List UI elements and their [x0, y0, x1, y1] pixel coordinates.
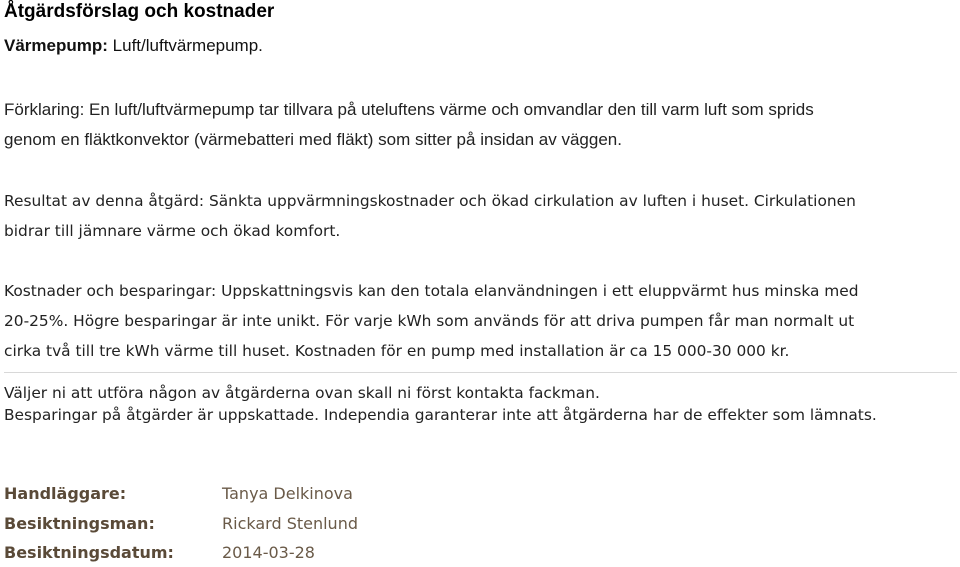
heat-pump-label: Värmepump: [4, 36, 108, 55]
costs-line: cirka två till tre kWh värme till huset. Kostnaden för en pump med installation är ca 15 000-30 000 kr. [4, 342, 790, 360]
explanation-line: genom en fläktkonvektor (värmebatteri med fläkt) som sitter på insidan av väggen. [4, 130, 622, 149]
notice-line: Besparingar på åtgärder är uppskattade. Independia garanterar inte att åtgärderna har de effekter som lämnats. [4, 406, 877, 424]
costs-line: Kostnader och besparingar: Uppskattningsvis kan den totala elanvändningen i ett eluppvärmt hus minska med [4, 282, 859, 300]
inspector-label: Besiktningsman: [4, 514, 155, 533]
section-divider [4, 372, 957, 373]
inspection-date-value: 2014-03-28 [222, 543, 315, 562]
notice-paragraph [4, 382, 877, 426]
costs-line: 20-25%. Högre besparingar är inte unikt. För varje kWh som används för att driva pumpen får man normalt ut [4, 312, 855, 330]
heat-pump-value: Luft/luftvärmepump. [112, 36, 263, 55]
inspector-value: Rickard Stenlund [222, 514, 358, 533]
costs-paragraph [4, 276, 859, 366]
explanation-paragraph [4, 95, 814, 155]
inspection-date-label: Besiktningsdatum: [4, 543, 174, 562]
explanation-line: Förklaring: En luft/luftvärmepump tar tillvara på uteluftens värme och omvandlar den till varm luft som sprids [4, 100, 814, 119]
result-paragraph [4, 186, 856, 246]
result-line: bidrar till jämnare värme och ökad komfort. [4, 222, 341, 240]
page-title: Åtgärdsförslag och kostnader [4, 1, 275, 22]
result-line: Resultat av denna åtgärd: Sänkta uppvärmningskostnader och ökad cirkulation av luften i huset. Cirkulationen [4, 192, 856, 210]
notice-line: Väljer ni att utföra någon av åtgärderna ovan skall ni först kontakta fackman. [4, 384, 600, 402]
handler-label: Handläggare: [4, 484, 127, 503]
heat-pump-line [4, 36, 263, 56]
handler-value: Tanya Delkinova [222, 484, 353, 503]
